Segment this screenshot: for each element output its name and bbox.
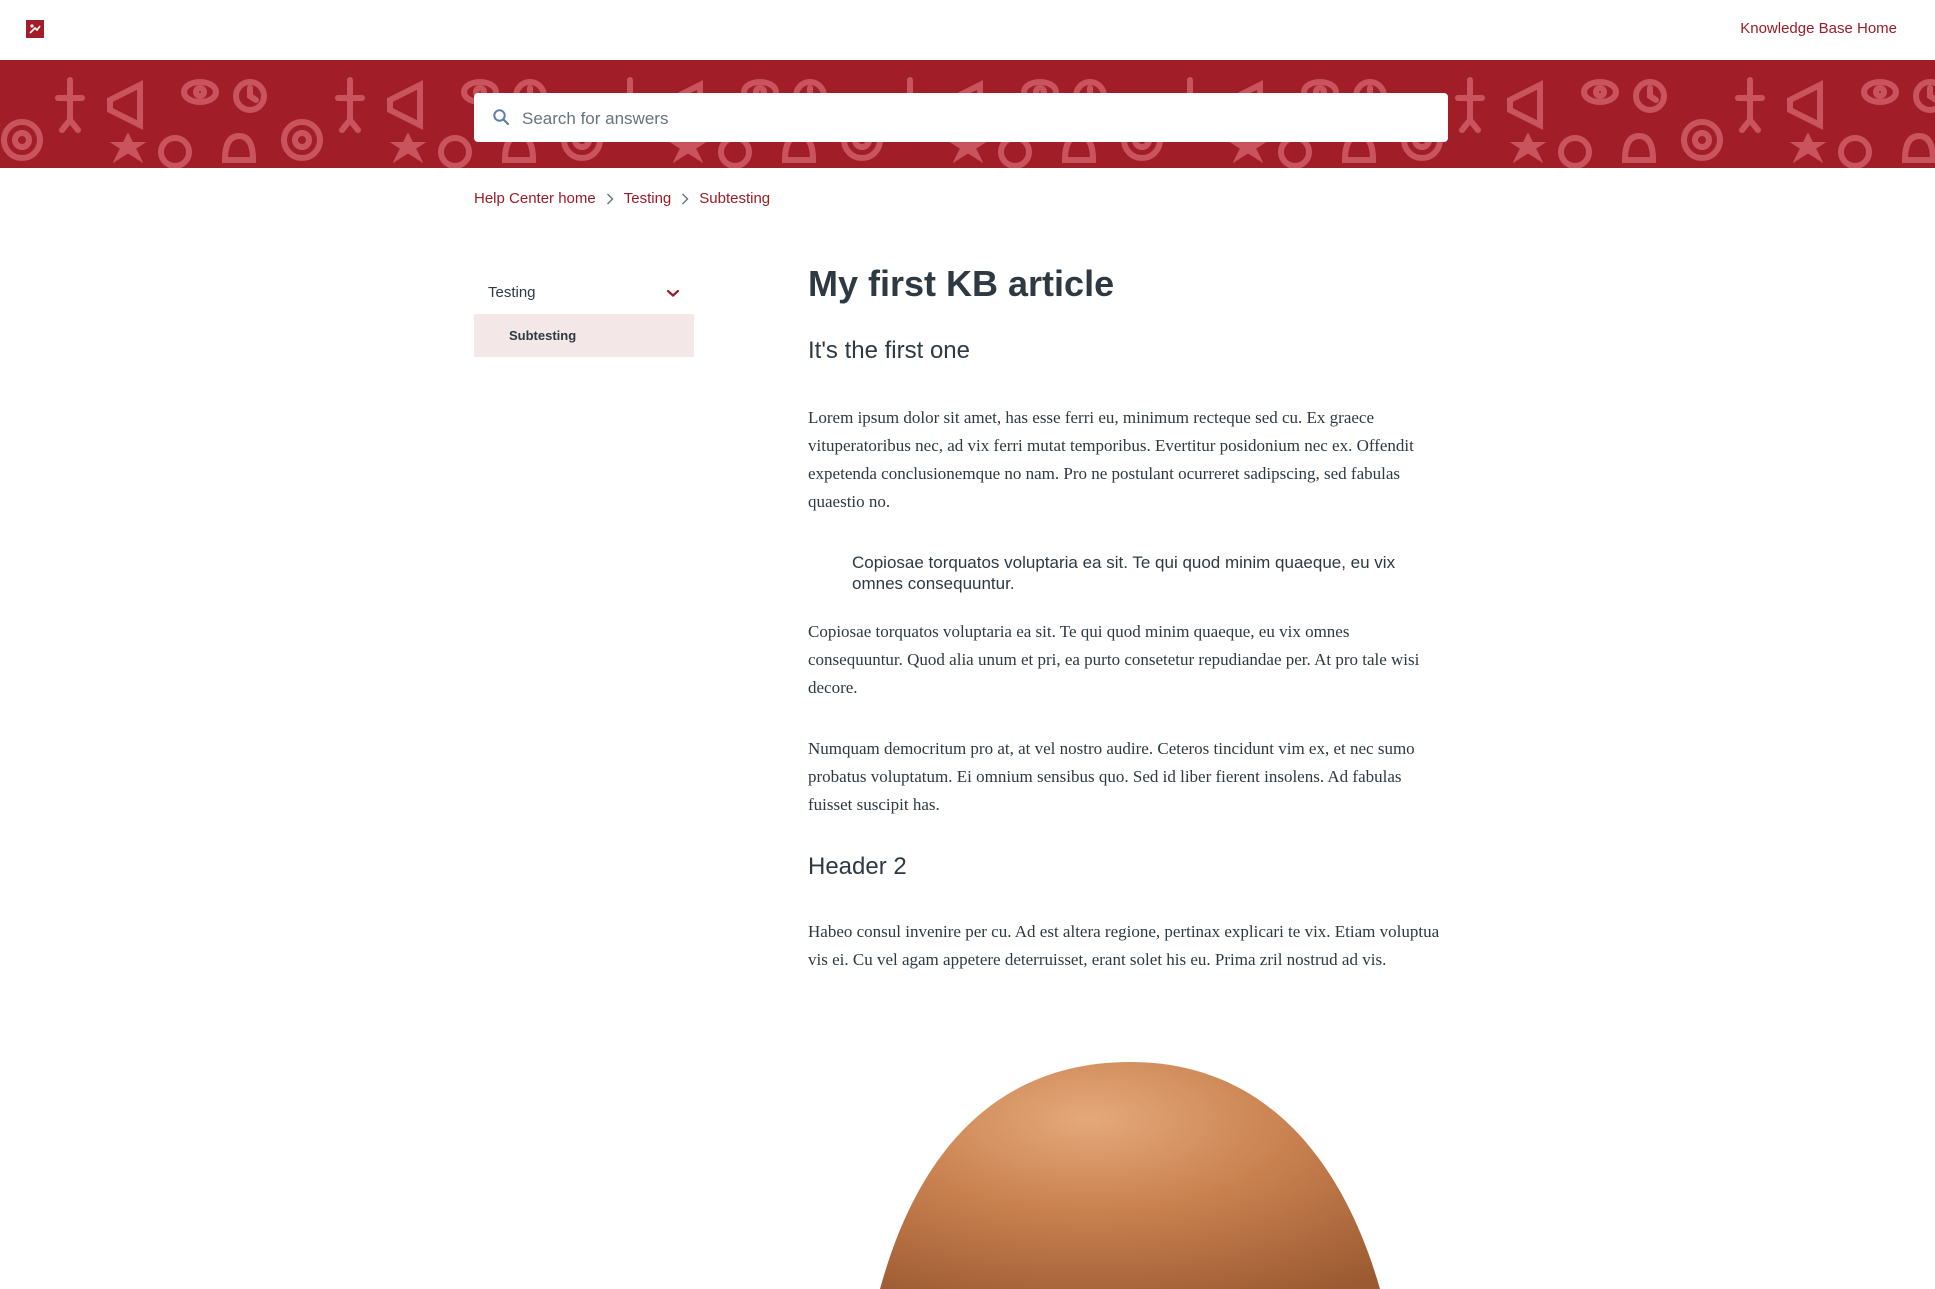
help-center-logo-icon[interactable] bbox=[26, 20, 44, 38]
article-body bbox=[808, 262, 1448, 974]
breadcrumb bbox=[474, 190, 770, 207]
article-blockquote: Copiosae torquatos voluptaria ea sit. Te qui quod minim quaeque, eu vix omnes consequuntur. bbox=[852, 553, 1396, 593]
sidebar-item-subtesting[interactable]: Subtesting bbox=[474, 314, 694, 357]
article-header-2: Header 2 bbox=[808, 853, 907, 880]
site-header bbox=[0, 0, 1935, 60]
search-input[interactable] bbox=[520, 93, 1434, 144]
chevron-right-icon bbox=[681, 193, 689, 205]
chevron-right-icon bbox=[606, 193, 614, 205]
sidebar-section-testing[interactable] bbox=[474, 272, 694, 314]
article-paragraph: Habeo consul invenire per cu. Ad est altera regione, pertinax explicari te vix. Etiam voluptua vis ei. Cu vel agam appetere deterruisset, erant solet his eu. Prima zril nostrud ad vis. bbox=[808, 922, 1440, 969]
article-subtitle: It's the first one bbox=[808, 337, 970, 364]
chevron-down-icon[interactable] bbox=[666, 288, 680, 298]
search-icon bbox=[492, 108, 510, 126]
breadcrumb-help-center-home[interactable]: Help Center home bbox=[474, 190, 596, 207]
search-box bbox=[474, 93, 1448, 142]
page-title: My first KB article bbox=[808, 263, 1115, 304]
article-image-egg bbox=[808, 1040, 1448, 1289]
article-paragraph: Copiosae torquatos voluptaria ea sit. Te qui quod minim quaeque, eu vix omnes consequuntur. Quod alia unum et pri, ea purto consetetur repudiandae per. At pro tale wisi decore. bbox=[808, 622, 1420, 697]
sidebar-section-label: Testing bbox=[488, 284, 536, 301]
egg-image bbox=[808, 1040, 1448, 1289]
article-paragraph: Numquam democritum pro at, at vel nostro audire. Ceteros tincidunt vim ex, et nec sumo probatus voluptatum. Ei omnium sensibus quo. Sed id liber fierent insolens. Ad fabulas fuisset suscipit has. bbox=[808, 739, 1415, 814]
section-sidebar bbox=[474, 272, 694, 357]
article-paragraph: Lorem ipsum dolor sit amet, has esse ferri eu, minimum recteque sed cu. Ex graece vituperatoribus nec, ad vix ferri mutat temporibus. Evertitur posidonium nec ex. Offendit expetenda conclusionemque no nam. Pro ne postulant ocurreret sadipscing, sed fabulas quaestio no. bbox=[808, 408, 1414, 511]
breadcrumb-subtesting[interactable]: Subtesting bbox=[699, 190, 771, 207]
breadcrumb-testing[interactable]: Testing bbox=[623, 190, 672, 207]
knowledge-base-home-link[interactable]: Knowledge Base Home bbox=[1740, 20, 1897, 37]
